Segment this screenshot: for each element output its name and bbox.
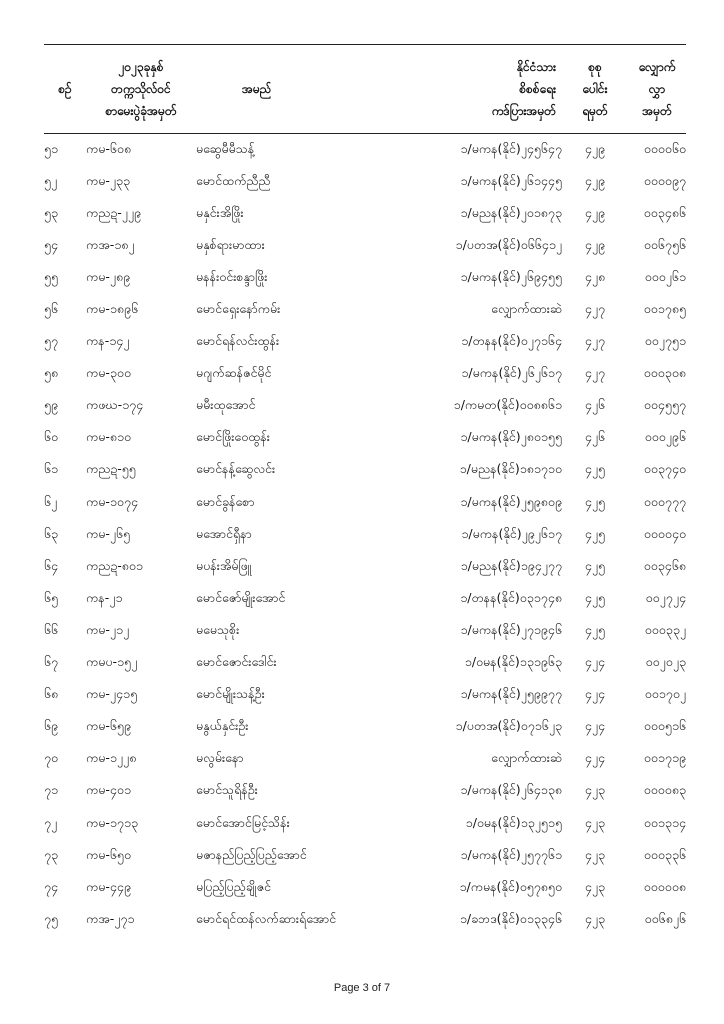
application-number: ၀၀၆၇၅၆ — [643, 236, 686, 252]
total-score: ၄၂၉ — [584, 172, 606, 188]
row-number: ၆၆ — [44, 621, 59, 637]
total-score: ၄၂၅ — [584, 621, 606, 637]
application-number: ၀၀၃၄၈၆ — [643, 204, 686, 220]
header-score: စုစု ပေါင်း ရမှတ် — [562, 45, 628, 134]
table-row — [44, 776, 686, 808]
table-row — [44, 615, 686, 647]
nrc-number: ၁/မကန(နိုင်)၂၆၄၁၃၈ — [460, 782, 562, 798]
nrc-number: ၁/မကန(နိုင်)၂၆၂၆၁၇ — [461, 365, 562, 381]
nrc-number: ၁/ပတအ(နိုင်)၀၇၁၆၂၃ — [455, 718, 562, 734]
nrc-number: ၁/တနန(နိုင်)၀၃၁၇၄၈ — [460, 589, 562, 605]
exam-id: ကမ-၆၀၈ — [86, 140, 132, 156]
application-number: ၀၀၂၇၅၁ — [644, 333, 686, 349]
total-score: ၄၂၄ — [584, 750, 606, 766]
exam-id: ကအ-၂၇၁ — [86, 910, 135, 926]
application-number: ၀၀၀၀၄၀ — [643, 525, 686, 541]
row-number: ၆၄ — [44, 557, 59, 573]
results-table — [44, 44, 686, 936]
row-number: ၇၅ — [44, 910, 59, 926]
total-score: ၄၂၅ — [584, 461, 606, 477]
total-score: ၄၂၆ — [584, 397, 606, 413]
exam-id: ကမ-၈၁၀ — [86, 429, 132, 445]
nrc-number: ၁/ပတအ(နိုင်)၀၆၆၄၁၂ — [455, 236, 562, 252]
student-name: မနှစ်ရားမာထား — [196, 236, 265, 252]
total-score: ၄၂၄ — [584, 654, 606, 670]
application-number: ၀၀၀၃၀၈ — [643, 365, 686, 381]
exam-id: ကမပ-၁၅၂ — [86, 654, 138, 670]
application-number: ၀၀၀၀၀၈ — [643, 878, 686, 894]
total-score: ၄၂၅ — [584, 589, 606, 605]
nrc-number: ၁/တနန(နိုင်)၀၂၇၁၆၄ — [461, 333, 562, 349]
student-name: မမေသုစိုး — [196, 621, 240, 637]
table-row — [44, 423, 686, 455]
row-number: ၆၅ — [44, 589, 59, 605]
header-row — [44, 45, 686, 134]
exam-id: ကမ-၆၅၀ — [86, 846, 131, 862]
nrc-number: ၁/ကမန(နိုင်)၀၅၇၈၅၀ — [459, 878, 562, 894]
nrc-number: လျှောက်ထားဆဲ — [491, 750, 562, 766]
exam-id: ကမ-၁၀၇၄ — [86, 493, 139, 509]
application-number: ၀၀၀၀၆၀ — [643, 140, 686, 156]
nrc-number: ၁/မကန(နိုင်)၂၈၀၁၅၅ — [460, 429, 562, 445]
exam-id: ကမ-၂၈၉ — [86, 268, 131, 284]
nrc-number: ၁/ဝမန(နိုင်)၁၃၁၉၆၃ — [464, 654, 562, 670]
total-score: ၄၂၉ — [584, 140, 606, 156]
table-row — [44, 230, 686, 262]
total-score: ၄၂၅ — [584, 493, 606, 509]
student-name: မောင်အောင်မြင့်သိန်း — [196, 814, 290, 830]
student-name: မဆွေမီမီသန့် — [196, 140, 255, 156]
nrc-number: ၁/မညန(နိုင်)၁၉၄၂၇၇ — [460, 557, 562, 573]
nrc-number: ၁/မကန(နိုင်)၂၄၅၆၄၇ — [460, 140, 562, 156]
row-number: ၅၂ — [44, 172, 58, 188]
total-score: ၄၂၄ — [584, 718, 606, 734]
student-name: မောင်ရင်ထန်လက်ဆားရ်အောင် — [196, 910, 337, 926]
header-exam-id: ၂၀၂၃ခုနှစ် တက္ကသိုလ်ဝင် စာမေးပွဲခုံအမှတ် — [86, 45, 196, 134]
table-row — [44, 487, 686, 519]
application-number: ၀၀၀၃၃၆ — [643, 846, 686, 862]
student-name: မောင်မျိုးသန့်ဦး — [196, 686, 265, 702]
exam-id: ကမ-၁၇၁၃ — [86, 814, 139, 830]
exam-id: ကညဍ-၈၀၁ — [86, 557, 143, 573]
application-number: ၀၀၂၇၂၄ — [645, 589, 686, 605]
student-name: မနန်းဝင်းစန္ဒာဖြိုး — [196, 268, 268, 284]
student-name: မောင်ဖြိုးဝေထွန်း — [196, 429, 270, 445]
total-score: ၄၂၃ — [584, 814, 606, 830]
exam-id: ကမ-၆၅၉ — [86, 718, 131, 734]
application-number: ၀၀၂၀၂၃ — [645, 654, 686, 670]
student-name: မလွမ်းနော — [196, 750, 244, 766]
nrc-number: လျှောက်ထားဆဲ — [491, 301, 562, 317]
page-footer: Page 3 of 7 — [333, 982, 391, 994]
table-row — [44, 872, 686, 904]
student-name: မောင်ရှေးနော်ကမ်း — [196, 301, 281, 317]
table-row — [44, 359, 686, 391]
student-name: မောင်ဇော်မျိုးအောင် — [196, 589, 286, 605]
application-number: ၀၀၁၃၁၄ — [643, 814, 686, 830]
student-name: မအောင်ရှီနာ — [196, 525, 252, 541]
table-row — [44, 519, 686, 551]
total-score: ၄၂၃ — [584, 782, 606, 798]
exam-id: ကမ-၂၆၅ — [86, 525, 131, 541]
application-number: ၀၀၃၇၄၀ — [643, 461, 686, 477]
table-row — [44, 808, 686, 840]
row-number: ၅၇ — [44, 333, 59, 349]
nrc-number: ၁/မကန(နိုင်)၂၆၉၄၅၅ — [460, 268, 562, 284]
student-name: မနွယ်နှင်းဦး — [196, 718, 249, 734]
table-row — [44, 712, 686, 744]
student-name: မမီးထုအောင် — [196, 397, 256, 413]
nrc-number: ၁/မကန(နိုင်)၂၅၉၉၇၇ — [460, 686, 562, 702]
header-nrc: နိုင်ငံသား စိစစ်ရေး ကဒ်ပြားအမှတ် — [406, 45, 562, 134]
row-number: ၆၈ — [44, 686, 59, 702]
exam-id: ကဖဃ-၁၇၄ — [86, 397, 144, 413]
nrc-number: ၁/ဝမန(နိုင်)၁၃၂၅၁၅ — [465, 814, 562, 830]
table-row — [44, 198, 686, 230]
row-number: ၅၅ — [44, 268, 59, 284]
exam-id: ကမ-၂၁၂ — [86, 621, 130, 637]
nrc-number: ၁/ကမတ(နိုင်)၀၀၈၈၆၁ — [453, 397, 562, 413]
student-name: မပန်းအိမ်ဖြူ — [196, 557, 252, 573]
table-row — [44, 391, 686, 423]
exam-id: ကမ-၄၀၁ — [86, 782, 131, 798]
application-number: ၀၀၄၅၅၇ — [643, 397, 686, 413]
table-row — [44, 648, 686, 680]
application-number: ၀၀၁၇၈၅ — [643, 301, 686, 317]
table-row — [44, 262, 686, 294]
nrc-number: ၁/မကန(နိုင်)၂၅၉၈၀၉ — [460, 493, 562, 509]
application-number: ၀၀၁၇၀၂ — [644, 686, 686, 702]
exam-id: ကန-၂၁ — [86, 589, 123, 605]
total-score: ၄၂၇ — [584, 301, 606, 317]
nrc-number: ၁/မညန(နိုင်)၁၈၁၇၁၀ — [459, 461, 562, 477]
application-number: ၀၀၀၀၈၃ — [643, 782, 686, 798]
total-score: ၄၂၅ — [584, 525, 606, 541]
total-score: ၄၂၉ — [584, 236, 606, 252]
table-row — [44, 744, 686, 776]
student-name: မောင်ရန်လင်းထွန်း — [196, 333, 280, 349]
nrc-number: ၁/မညန(နိုင်)၂၀၁၈၇၃ — [460, 204, 562, 220]
student-name: မဇာနည်ပြည့်ပြည့်အောင် — [196, 846, 307, 862]
row-number: ၆၉ — [44, 718, 59, 734]
application-number: ၀၀၆၈၂၆ — [644, 910, 686, 926]
table-row — [44, 166, 686, 198]
nrc-number: ၁/မကန(နိုင်)၂၅၇၇၆၁ — [460, 846, 562, 862]
row-number: ၅၈ — [44, 365, 59, 381]
exam-id: ကမ-၂၄၁၅ — [86, 686, 138, 702]
table-row — [44, 551, 686, 583]
application-number: ၀၀၀၀၉၇ — [643, 172, 686, 188]
row-number: ၇၂ — [44, 814, 58, 830]
table-row — [44, 583, 686, 615]
header-application-no: လျှောက် လွှာ အမှတ် — [628, 45, 686, 134]
header-no: စဉ် — [44, 45, 86, 134]
nrc-number: ၁/ခဘဒ(နိုင်)၀၁၃၃၄၆ — [459, 910, 562, 926]
student-name: မောင်ခွန်စော — [196, 493, 255, 509]
row-number: ၆၂ — [44, 493, 58, 509]
total-score: ၄၂၇ — [584, 365, 606, 381]
table-body — [44, 134, 686, 937]
row-number: ၇၄ — [44, 878, 59, 894]
row-number: ၇၀ — [44, 750, 59, 766]
exam-id: ကညဍ-၂၂၉ — [86, 204, 142, 220]
table-row — [44, 455, 686, 487]
application-number: ၀၀၁၇၁၉ — [643, 750, 686, 766]
row-number: ၅၁ — [44, 140, 59, 156]
exam-id: ကမ-၃၀၀ — [86, 365, 131, 381]
total-score: ၄၂၃ — [584, 910, 606, 926]
total-score: ၄၂၄ — [584, 686, 606, 702]
total-score: ၄၂၅ — [584, 557, 606, 573]
row-number: ၇၁ — [44, 782, 59, 798]
application-number: ၀၀၀၃၃၂ — [644, 621, 686, 637]
exam-id: ကအ-၁၈၂ — [86, 236, 135, 252]
row-number: ၇၃ — [44, 846, 59, 862]
row-number: ၆၁ — [44, 461, 59, 477]
table-row — [44, 904, 686, 936]
exam-id: ကမ-၁၈၉၆ — [86, 301, 139, 317]
table-row — [44, 294, 686, 326]
application-number: ၀၀၃၄၆၈ — [643, 557, 686, 573]
table-row — [44, 134, 686, 167]
student-name: မနှင်းအိဖြိုး — [196, 204, 244, 220]
student-name: မဂျက်ဆန်ဇင်မိုင် — [196, 365, 272, 381]
application-number: ၀၀၀၇၇၇ — [643, 493, 686, 509]
row-number: ၆၇ — [44, 654, 59, 670]
student-name: မောင်နန့်ဆွေလင်း — [196, 461, 276, 477]
total-score: ၄၂၈ — [584, 268, 606, 284]
row-number: ၆၃ — [44, 525, 59, 541]
student-name: မောင်ဇောင်းဒေါင်း — [196, 654, 277, 670]
table-row — [44, 327, 686, 359]
row-number: ၅၄ — [44, 236, 59, 252]
row-number: ၅၆ — [44, 301, 59, 317]
nrc-number: ၁/မကန(နိုင်)၂၇၁၉၄၆ — [460, 621, 562, 637]
row-number: ၅၉ — [44, 397, 59, 413]
total-score: ၄၂၃ — [584, 846, 606, 862]
application-number: ၀၀၀၂၉၆ — [644, 429, 686, 445]
application-number: ၀၀၀၅၁၆ — [643, 718, 686, 734]
row-number: ၅၃ — [44, 204, 59, 220]
header-name: အမည် — [196, 45, 406, 134]
total-score: ၄၂၆ — [584, 429, 606, 445]
student-name: မောင်ထက်ညီညီ — [196, 172, 271, 188]
exam-id: ကမ-၂၃၃ — [86, 172, 131, 188]
exam-id: ကန-၁၄၂ — [86, 333, 130, 349]
student-name: မောင်သူရိန်ဦး — [196, 782, 258, 798]
exam-id: ကညဍ-၅၅ — [86, 461, 136, 477]
total-score: ၄၂၇ — [584, 333, 606, 349]
nrc-number: ၁/မကန(နိုင်)၂၆၁၄၄၅ — [460, 172, 562, 188]
table-row — [44, 840, 686, 872]
total-score: ၄၂၉ — [584, 204, 606, 220]
total-score: ၄၂၃ — [584, 878, 606, 894]
exam-id: ကမ-၄၄၉ — [86, 878, 131, 894]
exam-id: ကမ-၁၂၂၈ — [86, 750, 137, 766]
student-name: မပြည့်ပြည့်ချိုဇင် — [196, 878, 271, 894]
table-row — [44, 680, 686, 712]
nrc-number: ၁/မကန(နိုင်)၂၉၂၆၁၇ — [461, 525, 562, 541]
row-number: ၆၀ — [44, 429, 59, 445]
application-number: ၀၀၀၂၆၁ — [644, 268, 686, 284]
